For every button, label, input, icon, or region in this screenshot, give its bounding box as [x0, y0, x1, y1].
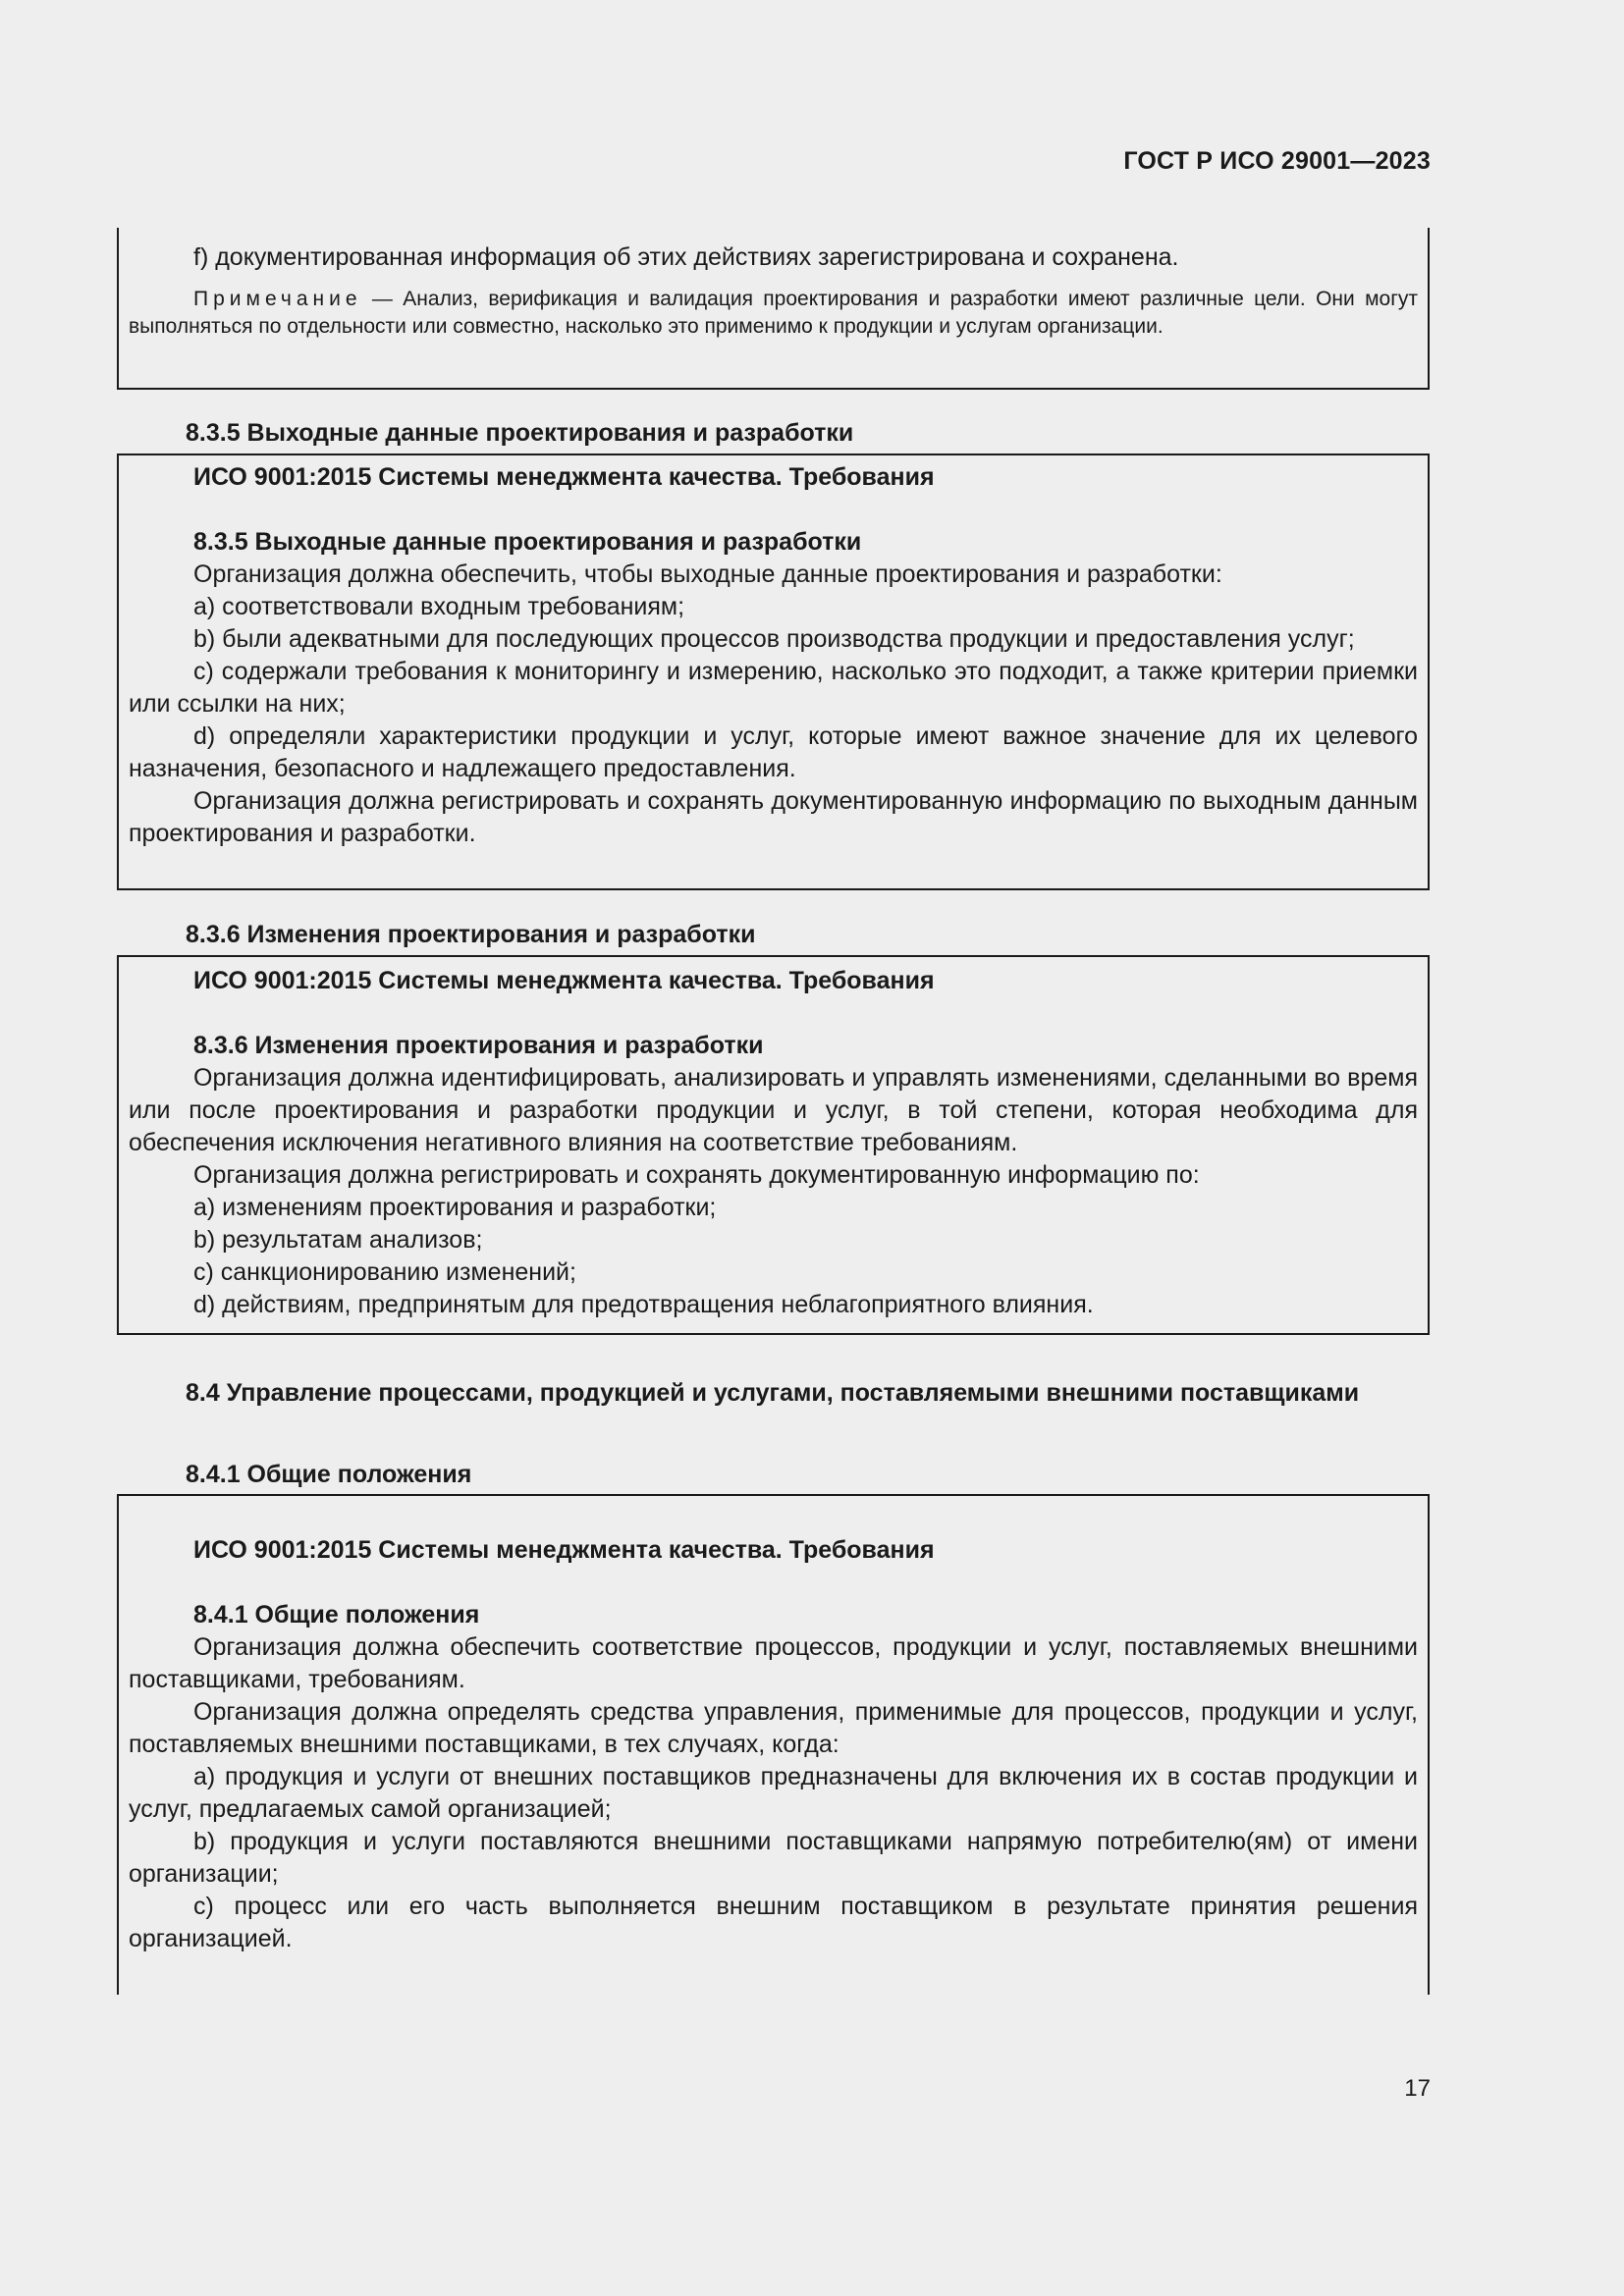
paragraph: Организация должна идентифицировать, анализировать и управлять изменениями, сделанными во время или после проектирования и разработки продукции и услуг, в той степени, которая необходима для обеспечения исключения негативного влияния на соответствие требованиям. — [129, 1064, 1418, 1156]
quote-box-8-3-5 — [117, 454, 1430, 890]
paragraph: Организация должна регистрировать и сохранять документированную информацию по выходным данным проектирования и разработки. — [129, 787, 1418, 847]
list-item-d: d) определяли характеристики продукции и услуг, которые имеют важное значение для их целевого назначения, безопасного и надлежащего предоставления. — [129, 722, 1418, 782]
list-item-d: d) действиям, предпринятым для предотвращения неблагоприятного влияния. — [193, 1291, 1094, 1318]
note-label: Примечание — [193, 288, 362, 310]
section-heading-8-3-6: 8.3.6 Изменения проектирования и разработки — [186, 921, 756, 948]
note-paragraph — [129, 286, 1418, 341]
list-item-c: c) процесс или его часть выполняется внешним поставщиком в результате принятия решения организацией. — [129, 1893, 1418, 1952]
iso-title: ИСО 9001:2015 Системы менеджмента качества. Требования — [193, 1536, 935, 1564]
list-item-c: c) санкционированию изменений; — [193, 1258, 576, 1286]
paragraph: Организация должна обеспечить, чтобы выходные данные проектирования и разработки: — [193, 561, 1222, 588]
sub-heading: 8.3.5 Выходные данные проектирования и разработки — [193, 528, 862, 556]
paragraph: Организация должна определять средства управления, применимые для процессов, продукции и услуг, поставляемых внешними поставщиками, в тех случаях, когда: — [129, 1698, 1418, 1758]
list-item-b: b) продукция и услуги поставляются внешними поставщиками напрямую потребителю(ям) от имени организации; — [129, 1828, 1418, 1888]
paragraph: Организация должна регистрировать и сохранять документированную информацию по: — [193, 1161, 1200, 1189]
quote-box-continuation — [117, 228, 1430, 390]
list-item-b: b) результатам анализов; — [193, 1226, 483, 1254]
iso-title: ИСО 9001:2015 Системы менеджмента качества. Требования — [193, 463, 935, 491]
list-item-a: a) изменениям проектирования и разработки; — [193, 1194, 717, 1221]
note-text: — Анализ, верификация и валидация проектирования и разработки имеют различные цели. Они могут выполняться по отдельности или совместно, насколько это применимо к продукции и услугам организации. — [129, 288, 1418, 338]
section-heading-8-4-1: 8.4.1 Общие положения — [186, 1461, 472, 1488]
quote-box-8-3-6 — [117, 955, 1430, 1335]
document-code-header: ГОСТ Р ИСО 29001—2023 — [1123, 147, 1431, 175]
quote-box-8-4-1 — [117, 1494, 1430, 1995]
list-item-b: b) были адекватными для последующих процессов производства продукции и предоставления услуг; — [193, 625, 1355, 653]
list-item-f: f) документированная информация об этих действиях зарегистрирована и сохранена. — [193, 243, 1179, 271]
iso-title: ИСО 9001:2015 Системы менеджмента качества. Требования — [193, 967, 935, 994]
section-heading-8-3-5: 8.3.5 Выходные данные проектирования и разработки — [186, 419, 854, 447]
list-item-a: a) соответствовали входным требованиям; — [193, 593, 685, 620]
list-item-a: a) продукция и услуги от внешних поставщиков предназначены для включения их в состав продукции и услуг, предлагаемых самой организацией; — [129, 1763, 1418, 1823]
paragraph: Организация должна обеспечить соответствие процессов, продукции и услуг, поставляемых внешними поставщиками, требованиям. — [129, 1633, 1418, 1693]
list-item-c: c) содержали требования к мониторингу и измерению, насколько это подходит, а также критерии приемки или ссылки на них; — [129, 658, 1418, 718]
sub-heading: 8.4.1 Общие положения — [193, 1601, 480, 1629]
page-number: 17 — [1404, 2075, 1431, 2102]
section-heading-8-4: 8.4 Управление процессами, продукцией и услугами, поставляемыми внешними поставщиками — [186, 1379, 1360, 1407]
sub-heading: 8.3.6 Изменения проектирования и разработки — [193, 1032, 764, 1059]
